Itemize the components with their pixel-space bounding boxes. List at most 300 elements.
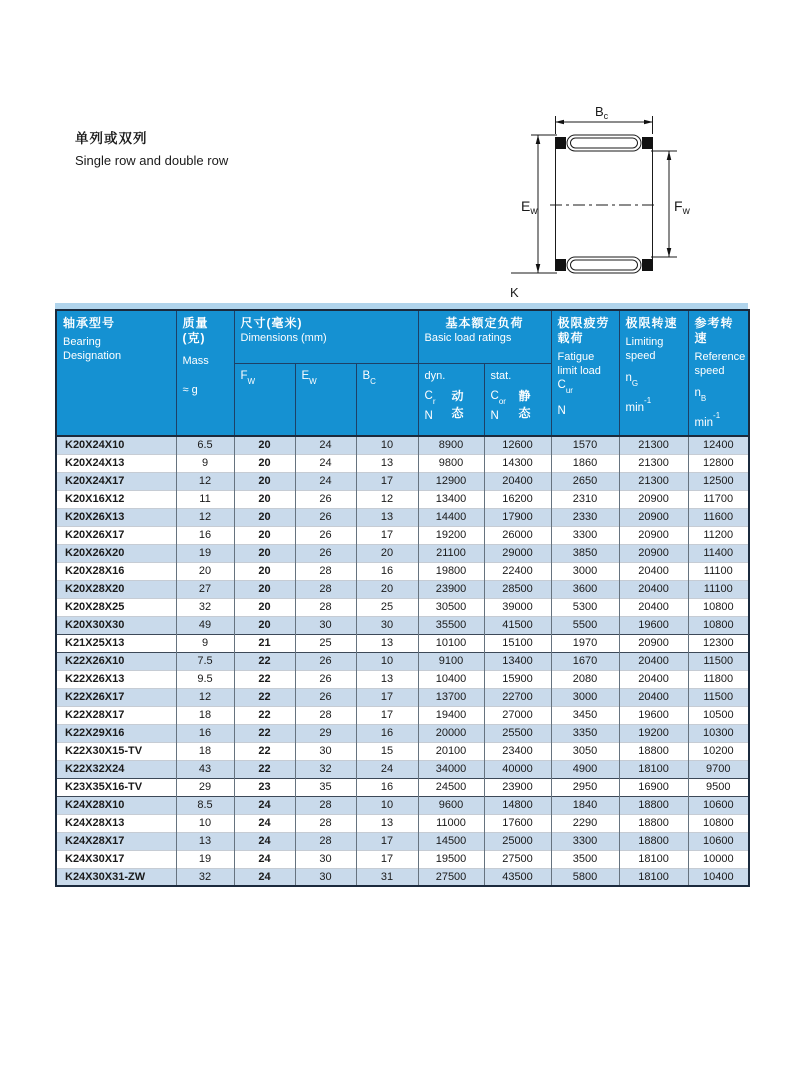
cell-fw: 20 <box>234 544 295 562</box>
cell-reference-speed: 10800 <box>688 616 749 634</box>
cell-ew: 26 <box>295 526 356 544</box>
cell-ew: 26 <box>295 670 356 688</box>
cell-designation: K20X24X13 <box>65 457 125 470</box>
cell-stat-cor: 28500 <box>484 580 551 598</box>
cell-designation: K24X28X10 <box>65 799 125 812</box>
table-header <box>56 310 749 436</box>
cell-dyn-cr: 21100 <box>418 544 484 562</box>
cell-designation: K20X26X13 <box>65 511 125 524</box>
table-row <box>56 526 749 544</box>
cell-limiting-speed: 19600 <box>619 706 688 724</box>
cell-reference-speed: 9500 <box>688 778 749 796</box>
cell-reference-speed: 11100 <box>688 562 749 580</box>
table-row <box>56 544 749 562</box>
cell-reference-speed: 10000 <box>688 850 749 868</box>
cell-fatigue-cur: 1670 <box>551 652 619 670</box>
cell-limiting-speed: 18100 <box>619 760 688 778</box>
table-row <box>56 688 749 706</box>
cell-fatigue-cur: 2080 <box>551 670 619 688</box>
cell-fatigue-cur: 4900 <box>551 760 619 778</box>
cell-fw: 23 <box>234 778 295 796</box>
cell-dyn-cr: 12900 <box>418 472 484 490</box>
table-row <box>56 562 749 580</box>
cell-fw: 24 <box>234 814 295 832</box>
cell-bc: 20 <box>356 580 418 598</box>
cell-dyn-cr: 14500 <box>418 832 484 850</box>
diagram-label-k: K <box>510 285 519 300</box>
table-row <box>56 580 749 598</box>
cell-designation: K20X26X17 <box>65 529 125 542</box>
cell-fatigue-cur: 3500 <box>551 850 619 868</box>
cell-fatigue-cur: 2950 <box>551 778 619 796</box>
cell-stat-cor: 17600 <box>484 814 551 832</box>
cell-fatigue-cur: 1970 <box>551 634 619 652</box>
cell-dyn-cr: 35500 <box>418 616 484 634</box>
cell-fatigue-cur: 3450 <box>551 706 619 724</box>
section-title <box>75 127 228 168</box>
diagram-label-bc: $B_c$ <box>595 104 609 121</box>
table-row <box>56 850 749 868</box>
cell-stat-cor: 41500 <box>484 616 551 634</box>
cell-fw: 20 <box>234 508 295 526</box>
header-mass: 质量 (克) Mass ≈ g <box>176 310 234 436</box>
cell-dyn-cr: 23900 <box>418 580 484 598</box>
cell-limiting-speed: 21300 <box>619 472 688 490</box>
cell-limiting-speed: 20400 <box>619 670 688 688</box>
cell-fatigue-cur: 1570 <box>551 436 619 454</box>
cell-fatigue-cur: 2330 <box>551 508 619 526</box>
cell-stat-cor: 25500 <box>484 724 551 742</box>
cell-reference-speed: 10600 <box>688 832 749 850</box>
cell-mass: 12 <box>176 508 234 526</box>
cell-ew: 30 <box>295 850 356 868</box>
cell-ew: 28 <box>295 562 356 580</box>
cell-limiting-speed: 18800 <box>619 814 688 832</box>
cell-fw: 20 <box>234 436 295 454</box>
cell-bc: 20 <box>356 544 418 562</box>
cell-fw: 24 <box>234 796 295 814</box>
cell-ew: 35 <box>295 778 356 796</box>
cell-reference-speed: 10600 <box>688 796 749 814</box>
cell-bc: 13 <box>356 670 418 688</box>
cell-stat-cor: 23400 <box>484 742 551 760</box>
cell-limiting-speed: 18100 <box>619 850 688 868</box>
cell-limiting-speed: 20900 <box>619 634 688 652</box>
cell-fatigue-cur: 3300 <box>551 526 619 544</box>
cell-ew: 29 <box>295 724 356 742</box>
cell-dyn-cr: 13400 <box>418 490 484 508</box>
fw-arrow-top <box>667 151 672 160</box>
cell-limiting-speed: 20900 <box>619 508 688 526</box>
cell-stat-cor: 13400 <box>484 652 551 670</box>
cell-mass: 32 <box>176 868 234 886</box>
cell-bc: 25 <box>356 598 418 616</box>
cell-reference-speed: 11700 <box>688 490 749 508</box>
header-reference-speed: 参考转速 Reference speed $n_B$ $\min^{-1}$ <box>688 310 749 436</box>
cell-mass: 20 <box>176 562 234 580</box>
cell-fatigue-cur: 2310 <box>551 490 619 508</box>
cell-designation: K20X24X10 <box>65 439 125 452</box>
cell-bc: 17 <box>356 706 418 724</box>
cell-ew: 28 <box>295 580 356 598</box>
cell-reference-speed: 10400 <box>688 868 749 886</box>
cell-stat-cor: 23900 <box>484 778 551 796</box>
cell-mass: 19 <box>176 544 234 562</box>
cell-dyn-cr: 24500 <box>418 778 484 796</box>
cell-ew: 30 <box>295 616 356 634</box>
cell-reference-speed: 9700 <box>688 760 749 778</box>
cell-mass: 49 <box>176 616 234 634</box>
cell-limiting-speed: 16900 <box>619 778 688 796</box>
cell-designation: K22X29X16 <box>65 727 125 740</box>
cell-designation: K24X30X31-ZW <box>65 870 146 883</box>
header-ew: $E_W$ <box>295 364 356 437</box>
spec-table-block <box>55 303 748 887</box>
section-title-zh: 单列或双列 <box>75 131 148 146</box>
cell-reference-speed: 12800 <box>688 454 749 472</box>
cell-dyn-cr: 9100 <box>418 652 484 670</box>
cell-ew: 26 <box>295 652 356 670</box>
cell-designation: K24X30X17 <box>65 853 125 866</box>
cell-fw: 22 <box>234 724 295 742</box>
cell-stat-cor: 43500 <box>484 868 551 886</box>
cell-bc: 17 <box>356 526 418 544</box>
table-row <box>56 616 749 634</box>
cell-fatigue-cur: 5300 <box>551 598 619 616</box>
section-title-en: Single row and double row <box>75 153 229 168</box>
cell-bc: 10 <box>356 436 418 454</box>
cell-designation: K22X26X17 <box>65 691 125 704</box>
cell-fw: 20 <box>234 562 295 580</box>
header-stat: stat. $C_{or}$ N 静 态 <box>484 364 551 437</box>
bc-arrow-right <box>644 120 653 125</box>
cell-bc: 13 <box>356 814 418 832</box>
cell-stat-cor: 39000 <box>484 598 551 616</box>
cell-fw: 20 <box>234 472 295 490</box>
cell-limiting-speed: 20900 <box>619 490 688 508</box>
table-row <box>56 814 749 832</box>
cell-dyn-cr: 20000 <box>418 724 484 742</box>
cell-mass: 29 <box>176 778 234 796</box>
cell-reference-speed: 11400 <box>688 544 749 562</box>
cell-limiting-speed: 20900 <box>619 526 688 544</box>
cell-mass: 18 <box>176 706 234 724</box>
cell-designation: K24X28X17 <box>65 835 125 848</box>
cell-dyn-cr: 19200 <box>418 526 484 544</box>
cell-fw: 22 <box>234 742 295 760</box>
cell-ew: 28 <box>295 814 356 832</box>
cell-stat-cor: 17900 <box>484 508 551 526</box>
cell-designation: K20X16X12 <box>65 493 125 506</box>
cell-fw: 20 <box>234 598 295 616</box>
table-row <box>56 652 749 670</box>
cell-designation: K22X30X15-TV <box>65 745 143 758</box>
cell-bc: 17 <box>356 850 418 868</box>
cell-bc: 10 <box>356 796 418 814</box>
cell-fatigue-cur: 3850 <box>551 544 619 562</box>
cell-mass: 12 <box>176 688 234 706</box>
cage-block-bottom-left <box>555 259 566 271</box>
cell-limiting-speed: 18100 <box>619 868 688 886</box>
cell-fatigue-cur: 5800 <box>551 868 619 886</box>
cell-fw: 20 <box>234 580 295 598</box>
cell-fatigue-cur: 3000 <box>551 688 619 706</box>
cell-stat-cor: 25000 <box>484 832 551 850</box>
table-row <box>56 760 749 778</box>
cell-dyn-cr: 8900 <box>418 436 484 454</box>
table-row <box>56 490 749 508</box>
cell-ew: 32 <box>295 760 356 778</box>
cell-designation: K23X35X16-TV <box>65 781 143 794</box>
diagram-label-fw: $F_w$ <box>674 198 690 217</box>
cell-fatigue-cur: 2650 <box>551 472 619 490</box>
cage-block-bottom-right <box>642 259 653 271</box>
header-fatigue: 极限疲劳 载荷 Fatigue limit load $C_{ur}$ N <box>551 310 619 436</box>
cell-mass: 9 <box>176 454 234 472</box>
ew-arrow-bottom <box>536 264 541 273</box>
cell-fw: 20 <box>234 526 295 544</box>
cell-fatigue-cur: 1860 <box>551 454 619 472</box>
cell-fw: 24 <box>234 832 295 850</box>
cage-block-top-left <box>555 137 566 149</box>
table-row <box>56 706 749 724</box>
cell-stat-cor: 15100 <box>484 634 551 652</box>
table-row <box>56 724 749 742</box>
cell-designation: K20X28X20 <box>65 583 125 596</box>
cell-limiting-speed: 18800 <box>619 796 688 814</box>
cell-stat-cor: 22400 <box>484 562 551 580</box>
cell-limiting-speed: 20400 <box>619 598 688 616</box>
cell-reference-speed: 10800 <box>688 814 749 832</box>
cell-limiting-speed: 21300 <box>619 436 688 454</box>
cell-limiting-speed: 18800 <box>619 832 688 850</box>
diagram-label-ew: $E_w$ <box>521 198 538 217</box>
cell-reference-speed: 11800 <box>688 670 749 688</box>
header-fw: $F_W$ <box>234 364 295 437</box>
cell-limiting-speed: 20900 <box>619 544 688 562</box>
cell-dyn-cr: 14400 <box>418 508 484 526</box>
cell-dyn-cr: 19400 <box>418 706 484 724</box>
cell-designation: K20X24X17 <box>65 475 125 488</box>
header-dyn: dyn. $C_r$ N 动 态 <box>418 364 484 437</box>
cell-mass: 7.5 <box>176 652 234 670</box>
cell-limiting-speed: 20400 <box>619 688 688 706</box>
cell-reference-speed: 10500 <box>688 706 749 724</box>
cell-reference-speed: 11600 <box>688 508 749 526</box>
cell-reference-speed: 12500 <box>688 472 749 490</box>
cell-mass: 12 <box>176 472 234 490</box>
table-row <box>56 742 749 760</box>
bearing-cross-section-diagram <box>495 85 745 315</box>
header-designation: 轴承型号 Bearing Designation <box>56 310 176 436</box>
cell-stat-cor: 15900 <box>484 670 551 688</box>
table-row <box>56 778 749 796</box>
cell-reference-speed: 11100 <box>688 580 749 598</box>
top-roller <box>567 135 641 151</box>
cell-designation: K20X28X16 <box>65 565 125 578</box>
cell-stat-cor: 27500 <box>484 850 551 868</box>
cell-bc: 10 <box>356 652 418 670</box>
cell-bc: 12 <box>356 490 418 508</box>
bottom-roller <box>567 257 641 273</box>
table-row <box>56 598 749 616</box>
cell-fatigue-cur: 3350 <box>551 724 619 742</box>
cell-bc: 16 <box>356 724 418 742</box>
cell-ew: 24 <box>295 436 356 454</box>
cell-fw: 24 <box>234 868 295 886</box>
cell-ew: 25 <box>295 634 356 652</box>
cell-bc: 13 <box>356 454 418 472</box>
cell-ew: 30 <box>295 868 356 886</box>
cell-mass: 19 <box>176 850 234 868</box>
cell-ew: 26 <box>295 508 356 526</box>
cell-dyn-cr: 13700 <box>418 688 484 706</box>
cell-ew: 28 <box>295 832 356 850</box>
cell-fw: 24 <box>234 850 295 868</box>
cell-limiting-speed: 19200 <box>619 724 688 742</box>
cell-mass: 8.5 <box>176 796 234 814</box>
cell-dyn-cr: 10100 <box>418 634 484 652</box>
cell-bc: 31 <box>356 868 418 886</box>
cell-bc: 13 <box>356 508 418 526</box>
cell-fatigue-cur: 3300 <box>551 832 619 850</box>
cell-dyn-cr: 9600 <box>418 796 484 814</box>
cell-fw: 21 <box>234 634 295 652</box>
cell-fw: 22 <box>234 760 295 778</box>
cell-dyn-cr: 19800 <box>418 562 484 580</box>
cell-stat-cor: 14800 <box>484 796 551 814</box>
cell-dyn-cr: 20100 <box>418 742 484 760</box>
cell-fatigue-cur: 3600 <box>551 580 619 598</box>
cell-mass: 16 <box>176 526 234 544</box>
cell-ew: 26 <box>295 490 356 508</box>
bc-arrow-left <box>555 120 564 125</box>
cell-designation: K21X25X13 <box>65 637 125 650</box>
cell-designation: K22X32X24 <box>65 763 125 776</box>
table-row <box>56 796 749 814</box>
cell-ew: 26 <box>295 544 356 562</box>
cell-dyn-cr: 19500 <box>418 850 484 868</box>
cell-bc: 30 <box>356 616 418 634</box>
cell-bc: 17 <box>356 688 418 706</box>
cell-limiting-speed: 20400 <box>619 580 688 598</box>
cell-reference-speed: 12300 <box>688 634 749 652</box>
cell-limiting-speed: 21300 <box>619 454 688 472</box>
cell-ew: 24 <box>295 454 356 472</box>
cell-fatigue-cur: 2290 <box>551 814 619 832</box>
cell-limiting-speed: 19600 <box>619 616 688 634</box>
cell-designation: K20X30X30 <box>65 619 125 632</box>
table-row <box>56 634 749 652</box>
table-row <box>56 868 749 886</box>
table-row <box>56 670 749 688</box>
cell-mass: 27 <box>176 580 234 598</box>
cell-stat-cor: 40000 <box>484 760 551 778</box>
cell-designation: K24X28X13 <box>65 817 125 830</box>
cell-mass: 43 <box>176 760 234 778</box>
table-row <box>56 508 749 526</box>
cell-stat-cor: 14300 <box>484 454 551 472</box>
cell-reference-speed: 10800 <box>688 598 749 616</box>
cell-mass: 11 <box>176 490 234 508</box>
table-body <box>56 436 749 886</box>
cell-bc: 24 <box>356 760 418 778</box>
ew-arrow-top <box>536 135 541 144</box>
cell-designation: K20X26X20 <box>65 547 125 560</box>
cell-designation: K22X28X17 <box>65 709 125 722</box>
cell-designation: K20X28X25 <box>65 601 125 614</box>
cell-dyn-cr: 27500 <box>418 868 484 886</box>
fw-arrow-bottom <box>667 248 672 257</box>
cell-mass: 9.5 <box>176 670 234 688</box>
cell-bc: 16 <box>356 778 418 796</box>
cell-ew: 28 <box>295 598 356 616</box>
cell-reference-speed: 11500 <box>688 688 749 706</box>
cell-stat-cor: 12600 <box>484 436 551 454</box>
cell-fw: 22 <box>234 652 295 670</box>
cell-fw: 20 <box>234 490 295 508</box>
cell-stat-cor: 22700 <box>484 688 551 706</box>
cell-mass: 6.5 <box>176 436 234 454</box>
cell-stat-cor: 20400 <box>484 472 551 490</box>
table-row <box>56 832 749 850</box>
cell-designation: K22X26X10 <box>65 655 125 668</box>
cell-bc: 15 <box>356 742 418 760</box>
cell-fw: 20 <box>234 616 295 634</box>
cell-mass: 32 <box>176 598 234 616</box>
cell-fatigue-cur: 3000 <box>551 562 619 580</box>
cell-dyn-cr: 11000 <box>418 814 484 832</box>
cell-reference-speed: 12400 <box>688 436 749 454</box>
cell-ew: 28 <box>295 706 356 724</box>
cell-bc: 13 <box>356 634 418 652</box>
cell-dyn-cr: 30500 <box>418 598 484 616</box>
cell-reference-speed: 11500 <box>688 652 749 670</box>
cell-dyn-cr: 10400 <box>418 670 484 688</box>
cell-dyn-cr: 9800 <box>418 454 484 472</box>
cage-block-top-right <box>642 137 653 149</box>
table-row <box>56 472 749 490</box>
cell-stat-cor: 26000 <box>484 526 551 544</box>
cell-bc: 17 <box>356 472 418 490</box>
cell-bc: 16 <box>356 562 418 580</box>
header-basic-load: 基本额定负荷 Basic load ratings <box>418 310 551 364</box>
cell-ew: 26 <box>295 688 356 706</box>
cell-fw: 22 <box>234 706 295 724</box>
cell-fatigue-cur: 1840 <box>551 796 619 814</box>
cell-mass: 9 <box>176 634 234 652</box>
cell-dyn-cr: 34000 <box>418 760 484 778</box>
cell-limiting-speed: 20400 <box>619 562 688 580</box>
header-dimensions: 尺寸(毫米) Dimensions (mm) <box>234 310 418 364</box>
cell-fatigue-cur: 5500 <box>551 616 619 634</box>
cell-fatigue-cur: 3050 <box>551 742 619 760</box>
diagram-svg <box>495 85 745 310</box>
cell-limiting-speed: 18800 <box>619 742 688 760</box>
cell-mass: 18 <box>176 742 234 760</box>
cell-fw: 22 <box>234 670 295 688</box>
cell-designation: K22X26X13 <box>65 673 125 686</box>
cell-mass: 13 <box>176 832 234 850</box>
cell-ew: 30 <box>295 742 356 760</box>
bearing-spec-table <box>55 309 750 887</box>
cell-stat-cor: 29000 <box>484 544 551 562</box>
table-row <box>56 454 749 472</box>
cell-reference-speed: 11200 <box>688 526 749 544</box>
cell-ew: 24 <box>295 472 356 490</box>
cell-mass: 16 <box>176 724 234 742</box>
cell-mass: 10 <box>176 814 234 832</box>
